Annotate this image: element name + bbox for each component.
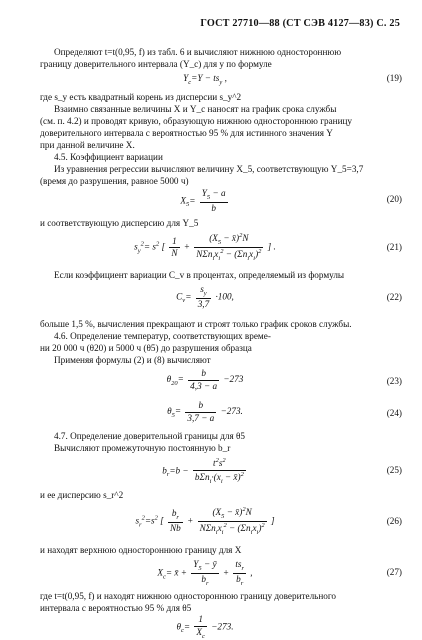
text-line: Применяя формулы (2) и (8) вычисляют [54, 355, 211, 365]
formula-26 [40, 506, 402, 540]
formula-23 [40, 368, 402, 396]
text-line: и соответствующую дисперсию для Y_5 [40, 218, 199, 228]
eq-number: (21) [386, 242, 402, 252]
eq-number: (19) [386, 73, 402, 83]
formula-22 [40, 284, 402, 312]
eq-number: (27) [386, 567, 402, 577]
text-line: ни 20 000 ч (θ20) и 5000 ч (θ5) до разрушения образца [40, 343, 252, 353]
formula-26-body: $s_r^2=s^2$ [ $\frac{b_r}{Nb}$ + $\frac{(X_5 - x̄)^2N}{N\Sigma n_ix_i^2 - (\Sigma n_ix_i)^2}$ ] [135, 506, 275, 536]
page-header: ГОСТ 27710—88 (СТ СЭВ 4127—83) С. 25 [200, 18, 400, 29]
text-line: где s_y есть квадратный корень из дисперсии s_y^2 [40, 92, 242, 102]
eq-number: (23) [386, 376, 402, 386]
text-line: границу доверительного интервала (Y_c) для y по формуле [40, 59, 272, 69]
formula-25 [40, 457, 402, 487]
formula-25-body: $b_r=b$ − $\frac{t^2s^2}{b\Sigma n_i\cdot(x_i - x̄)^2}$ [162, 457, 244, 485]
formula-22-body: $C_v=$ $\frac{s_y}{3,7}$ ·100, [176, 284, 234, 309]
text-line: и находят верхнюю одностороннюю границу для X [40, 545, 242, 555]
formula-21-body: $s_y^2= s^2$ [ $\frac{1}{N}$ + $\frac{(X_5 - x̄)^2N}{N\Sigma n_ix_i^2 - (\Sigma n_ix_i)^2}$ ] . [134, 232, 276, 262]
formula-20-body: $X_5=$ $\frac{Y_5 - a}{b}$ [180, 188, 226, 213]
formula-24 [40, 400, 402, 428]
text-line: при данной величине X. [40, 140, 135, 150]
text-line: больше 1,5 %, вычисления прекращают и строят только график сроков службы. [40, 319, 352, 329]
text-line: доверительного интервала с вероятностью 95 % для истинного значения Y [40, 128, 333, 138]
text-line: и ее дисперсию s_r^2 [40, 490, 124, 500]
formula-20 [40, 188, 402, 214]
section-heading: 4.7. Определение доверительной границы для θ5 [54, 431, 245, 441]
text-line: интервала с вероятностью 95 % для θ5 [40, 603, 192, 613]
text-line: Определяют t=t(0,95, f) из табл. 6 и вычисляют нижнюю одностороннюю [54, 47, 342, 57]
formula-27 [40, 559, 402, 589]
text-line: Взаимно связанные величины X и Y_c наносят на график срока службы [54, 104, 337, 114]
formula-theta-c-body: $\theta_c=$ $\frac{1}{X_c}$ −273. [176, 614, 234, 640]
eq-number: (25) [386, 465, 402, 475]
eq-number: (20) [386, 194, 402, 204]
formula-19-body: $Y_c=Y - ts_y$ , [183, 73, 227, 86]
section-heading: 4.5. Коэффициент вариации [54, 152, 163, 162]
text-line: Вычисляют промежуточную постоянную b_r [54, 443, 231, 453]
text-line: (см. п. 4.2) и проводят кривую, образующую нижнюю одностороннюю границу [40, 116, 353, 126]
text-line: (время до разрушения, равное 5000 ч) [40, 176, 189, 186]
text-line: Если коэффициент вариации C_v в процентах, определяемый из формулы [54, 270, 345, 280]
text-line: где t=t(0,95, f) и находят нижнюю одностороннюю границу доверительного [40, 591, 336, 601]
formula-19 [40, 73, 402, 91]
formula-24-body: $\theta_5=$ $\frac{b}{3,7 - a}$ −273. [167, 400, 243, 423]
section-heading: 4.6. Определение температур, соответствующих време- [54, 331, 271, 341]
formula-theta-c [40, 614, 402, 638]
formula-27-body: $X_c=$ x̄ + $\frac{Y_5 - ȳ}{b_r}$ + $\frac{ts_r}{b_r}$ , [157, 559, 253, 587]
text-line: Из уравнения регрессии вычисляют величину X_5, соответствующую Y_5=3,7 [54, 164, 364, 174]
eq-number: (22) [386, 292, 402, 302]
formula-23-body: $\theta_{20}=$ $\frac{b}{4,3 - a}$ −273 [166, 368, 244, 391]
eq-number: (24) [386, 408, 402, 418]
formula-21 [40, 232, 402, 266]
eq-number: (26) [386, 516, 402, 526]
